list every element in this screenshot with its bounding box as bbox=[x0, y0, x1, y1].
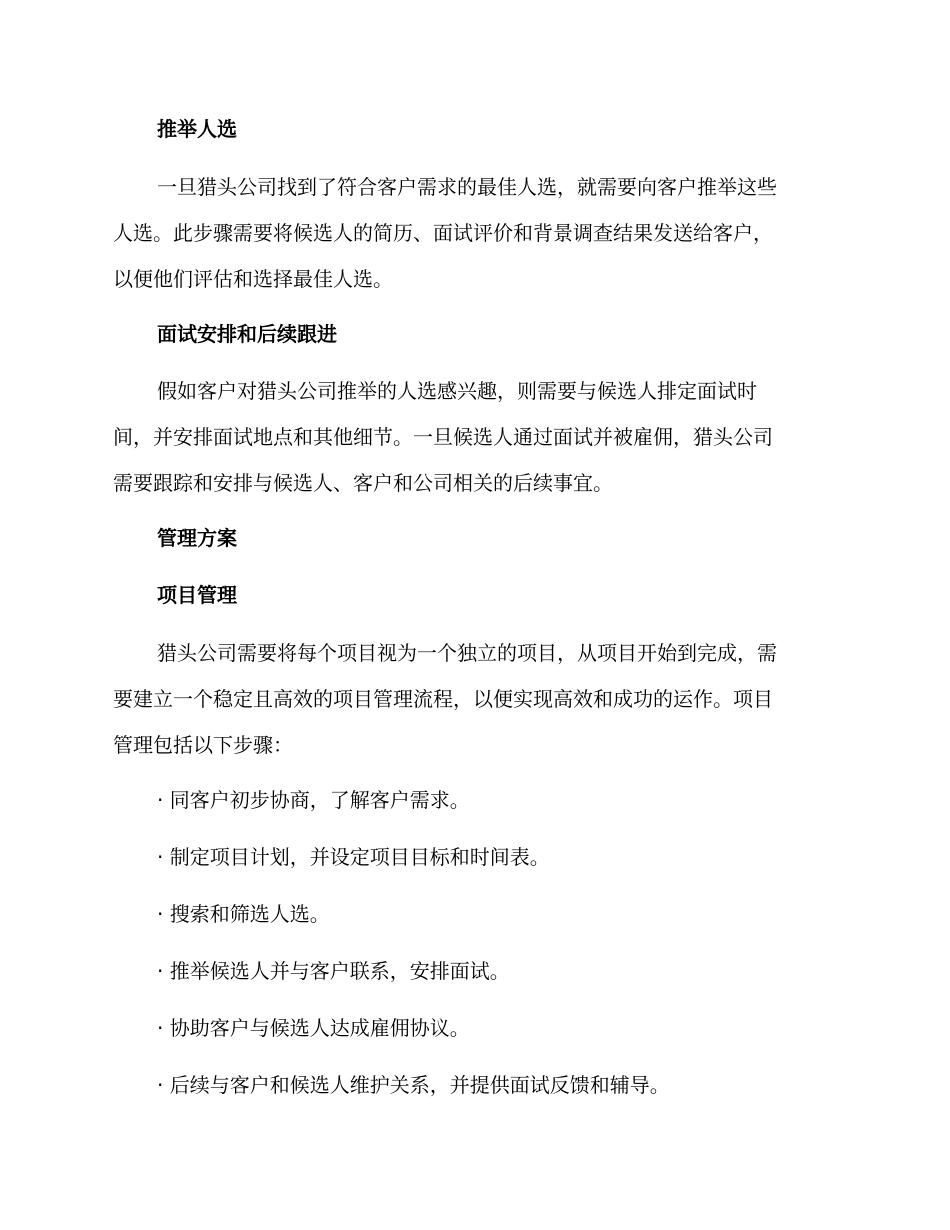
paragraph-line: 间，并安排面试地点和其他细节。一旦候选人通过面试并被雇佣，猎头公司 bbox=[113, 425, 773, 449]
section-heading-interview-followup: 面试安排和后续跟进 bbox=[157, 322, 337, 346]
list-item: · 后续与客户和候选人维护关系，并提供面试反馈和辅导。 bbox=[157, 1073, 670, 1097]
list-item: · 搜索和筛选人选。 bbox=[157, 902, 330, 926]
list-item: · 同客户初步协商，了解客户需求。 bbox=[157, 788, 470, 812]
paragraph-line: 一旦猎头公司找到了符合客户需求的最佳人选，就需要向客户推举这些 bbox=[157, 175, 777, 199]
paragraph-line: 人选。此步骤需要将候选人的简历、面试评价和背景调查结果发送给客户， bbox=[113, 221, 773, 245]
paragraph-line: 需要跟踪和安排与候选人、客户和公司相关的后续事宜。 bbox=[113, 471, 613, 495]
section-heading-recommend-candidates: 推举人选 bbox=[157, 117, 237, 141]
paragraph-interview-followup bbox=[113, 368, 829, 506]
paragraph-line: 要建立一个稳定且高效的项目管理流程，以便实现高效和成功的运作。项目 bbox=[113, 687, 773, 711]
section-heading-management-plan: 管理方案 bbox=[157, 526, 237, 550]
list-item: · 协助客户与候选人达成雇佣协议。 bbox=[157, 1016, 470, 1040]
paragraph-line: 以便他们评估和选择最佳人选。 bbox=[113, 267, 393, 291]
paragraph-recommend-candidates bbox=[113, 164, 829, 302]
paragraph-line: 猎头公司需要将每个项目视为一个独立的项目，从项目开始到完成，需 bbox=[157, 641, 777, 665]
paragraph-line: 管理包括以下步骤： bbox=[113, 733, 293, 757]
list-item: · 制定项目计划，并设定项目目标和时间表。 bbox=[157, 845, 550, 869]
list-item: · 推举候选人并与客户联系，安排面试。 bbox=[157, 959, 510, 983]
section-heading-project-management: 项目管理 bbox=[157, 583, 237, 607]
paragraph-line: 假如客户对猎头公司推举的人选感兴趣，则需要与候选人排定面试时 bbox=[157, 379, 757, 403]
paragraph-project-management bbox=[113, 630, 829, 768]
